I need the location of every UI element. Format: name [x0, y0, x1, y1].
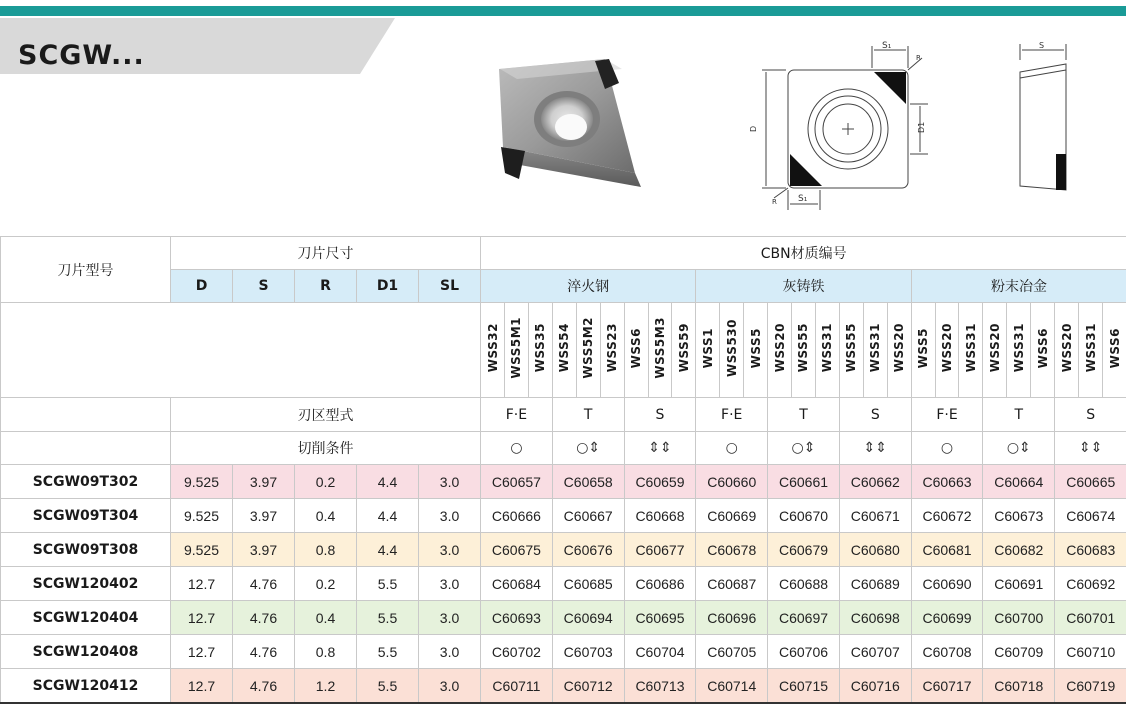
grade-cell [696, 303, 720, 398]
dim-value: 0.2 [295, 465, 357, 499]
condition-symbol: ⇕⇕ [1055, 432, 1126, 465]
header-row-1 [1, 237, 1126, 270]
order-code: C60657 [481, 465, 553, 499]
d-label: D [749, 125, 758, 132]
order-code: C60689 [839, 567, 911, 601]
table-row [1, 635, 1126, 669]
condition-symbol: ○ [481, 432, 553, 465]
order-code: C60690 [911, 567, 983, 601]
dim-value: 4.76 [233, 669, 295, 703]
table-row [1, 601, 1126, 635]
table-bottom-rule [0, 702, 1126, 704]
order-code: C60693 [481, 601, 553, 635]
order-code: C60662 [839, 465, 911, 499]
table-row [1, 567, 1126, 601]
grade-label: WSS5M2 [581, 317, 596, 379]
edge-type: T [768, 398, 840, 432]
condition-symbol: ○⇕ [768, 432, 840, 465]
dim-value: 3.97 [233, 499, 295, 533]
grade-label: WSS31 [820, 323, 835, 373]
top-accent-bar [0, 6, 1126, 16]
order-code: C60668 [624, 499, 696, 533]
condition-symbol: ⇕⇕ [839, 432, 911, 465]
grade-cell [1103, 303, 1126, 398]
dim-value: 4.76 [233, 601, 295, 635]
dim-value: 3.97 [233, 465, 295, 499]
grade-cell [983, 303, 1007, 398]
order-code: C60710 [1055, 635, 1126, 669]
order-code: C60709 [983, 635, 1055, 669]
dim-value: 3.97 [233, 533, 295, 567]
grade-label: WSS6 [629, 327, 644, 369]
order-code: C60676 [552, 533, 624, 567]
cond-label: 切削条件 [171, 432, 481, 465]
dim-value: 3.0 [419, 635, 481, 669]
order-code: C60711 [481, 669, 553, 703]
order-code: C60702 [481, 635, 553, 669]
order-code: C60705 [696, 635, 768, 669]
grade-cell [481, 303, 505, 398]
order-code: C60688 [768, 567, 840, 601]
grade-label: WSS32 [485, 323, 500, 373]
order-code: C60666 [481, 499, 553, 533]
order-code: C60692 [1055, 567, 1126, 601]
order-code: C60684 [481, 567, 553, 601]
order-code: C60664 [983, 465, 1055, 499]
model-cell: SCGW09T302 [1, 465, 171, 499]
grade-cell [1079, 303, 1103, 398]
order-code: C60670 [768, 499, 840, 533]
s1-top-label: S₁ [882, 41, 892, 51]
edge-type: T [552, 398, 624, 432]
order-code: C60697 [768, 601, 840, 635]
dim-value: 3.0 [419, 465, 481, 499]
grade-label: WSS5 [748, 327, 763, 369]
r-label-top: R [916, 54, 921, 62]
order-code: C60719 [1055, 669, 1126, 703]
dim-value: 0.4 [295, 601, 357, 635]
dim-value: 5.5 [357, 567, 419, 601]
grade-cell [887, 303, 911, 398]
grade-label: WSS35 [533, 323, 548, 373]
dim-value: 4.76 [233, 635, 295, 669]
grade-label: WSS6 [1035, 327, 1050, 369]
edge-label: 刃区型式 [171, 398, 481, 432]
grade-cell [815, 303, 839, 398]
model-header: 刀片型号 [1, 237, 171, 303]
dim-value: 1.2 [295, 669, 357, 703]
table-row [1, 465, 1126, 499]
order-code: C60716 [839, 669, 911, 703]
grade-cell [504, 303, 528, 398]
order-code: C60699 [911, 601, 983, 635]
order-code: C60701 [1055, 601, 1126, 635]
dim-value: 4.4 [357, 465, 419, 499]
grade-cell [863, 303, 887, 398]
order-code: C60714 [696, 669, 768, 703]
dim-value: 3.0 [419, 567, 481, 601]
model-cell: SCGW120404 [1, 601, 171, 635]
edge-type: S [1055, 398, 1126, 432]
grade-label: WSS20 [772, 323, 787, 373]
order-code: C60712 [552, 669, 624, 703]
dim-value: 4.76 [233, 567, 295, 601]
dim-value: 4.4 [357, 499, 419, 533]
order-code: C60658 [552, 465, 624, 499]
order-code: C60661 [768, 465, 840, 499]
order-code: C60673 [983, 499, 1055, 533]
model-cell: SCGW120402 [1, 567, 171, 601]
grade-label: WSS31 [868, 323, 883, 373]
grade-label: WSS1 [700, 327, 715, 369]
dim-value: 12.7 [171, 601, 233, 635]
table-row [1, 533, 1126, 567]
dim-value: 0.2 [295, 567, 357, 601]
order-code: C60683 [1055, 533, 1126, 567]
cond-spacer [1, 432, 171, 465]
grade-cell [600, 303, 624, 398]
cbn-header: CBN材质编号 [481, 237, 1126, 270]
grade-cell [1007, 303, 1031, 398]
dim-value: 9.525 [171, 533, 233, 567]
grade-cell [959, 303, 983, 398]
grade-label: WSS20 [1059, 323, 1074, 373]
model-cell: SCGW120408 [1, 635, 171, 669]
s-label: S [1039, 41, 1045, 50]
order-code: C60675 [481, 533, 553, 567]
grade-label: WSS31 [1083, 323, 1098, 373]
dim-header-2: R [295, 270, 357, 303]
table-row [1, 499, 1126, 533]
grade-cell [648, 303, 672, 398]
edge-type: F·E [911, 398, 983, 432]
dim-value: 9.525 [171, 499, 233, 533]
edge-spacer [1, 398, 171, 432]
dim-header-1: S [233, 270, 295, 303]
grade-cell [720, 303, 744, 398]
condition-symbol: ○⇕ [552, 432, 624, 465]
insert-side-view-drawing [1010, 38, 1080, 198]
order-code: C60717 [911, 669, 983, 703]
grade-label: WSS55 [796, 323, 811, 373]
condition-symbol: ⇕⇕ [624, 432, 696, 465]
order-code: C60665 [1055, 465, 1126, 499]
condition-symbol: ○ [696, 432, 768, 465]
grade-cell [935, 303, 959, 398]
order-code: C60718 [983, 669, 1055, 703]
order-code: C60672 [911, 499, 983, 533]
order-code: C60685 [552, 567, 624, 601]
order-code: C60681 [911, 533, 983, 567]
grade-cell [839, 303, 863, 398]
grade-cell [792, 303, 816, 398]
condition-symbol: ○⇕ [983, 432, 1055, 465]
dim-value: 9.525 [171, 465, 233, 499]
grade-label: WSS5 [916, 327, 931, 369]
dim-value: 3.0 [419, 499, 481, 533]
grade-cell [552, 303, 576, 398]
grade-label: WSS23 [605, 323, 620, 373]
grade-cell [911, 303, 935, 398]
dim-value: 12.7 [171, 567, 233, 601]
title-band [0, 18, 395, 74]
order-code: C60703 [552, 635, 624, 669]
order-code: C60660 [696, 465, 768, 499]
grade-cell [768, 303, 792, 398]
grade-label: WSS6 [1107, 327, 1122, 369]
dim-value: 5.5 [357, 601, 419, 635]
order-code: C60695 [624, 601, 696, 635]
grade-label: WSS20 [987, 323, 1002, 373]
size-header: 刀片尺寸 [171, 237, 481, 270]
edge-type: S [624, 398, 696, 432]
dim-header-4: SL [419, 270, 481, 303]
grade-cell [1031, 303, 1055, 398]
order-code: C60715 [768, 669, 840, 703]
order-code: C60686 [624, 567, 696, 601]
order-code: C60704 [624, 635, 696, 669]
grade-cell [744, 303, 768, 398]
grade-label: WSS55 [844, 323, 859, 373]
grade-cell [624, 303, 648, 398]
dim-header-3: D1 [357, 270, 419, 303]
order-code: C60698 [839, 601, 911, 635]
order-code: C60669 [696, 499, 768, 533]
grade-label: WSS31 [963, 323, 978, 373]
dim-value: 4.4 [357, 533, 419, 567]
grade-row [1, 303, 1126, 398]
grade-label: WSS530 [724, 318, 739, 378]
edge-type: T [983, 398, 1055, 432]
dim-value: 5.5 [357, 669, 419, 703]
group-header-1: 灰铸铁 [696, 270, 911, 303]
order-code: C60713 [624, 669, 696, 703]
order-code: C60706 [768, 635, 840, 669]
group-header-2: 粉末冶金 [911, 270, 1126, 303]
order-code: C60700 [983, 601, 1055, 635]
grade-cell [528, 303, 552, 398]
order-code: C60677 [624, 533, 696, 567]
grade-cell [576, 303, 600, 398]
dim-value: 5.5 [357, 635, 419, 669]
edge-row [1, 398, 1126, 432]
dim-value: 12.7 [171, 669, 233, 703]
dim-value: 3.0 [419, 669, 481, 703]
insert-top-view-drawing [748, 32, 948, 212]
order-code: C60674 [1055, 499, 1126, 533]
d1-label: D1 [917, 121, 926, 133]
grade-cell [672, 303, 696, 398]
order-code: C60707 [839, 635, 911, 669]
order-code: C60687 [696, 567, 768, 601]
dim-value: 0.4 [295, 499, 357, 533]
edge-type: S [839, 398, 911, 432]
dim-header-0: D [171, 270, 233, 303]
grade-label: WSS54 [557, 323, 572, 373]
grade-label: WSS59 [676, 323, 691, 373]
page-title: SCGW... [18, 40, 145, 71]
grade-label: WSS31 [1011, 323, 1026, 373]
order-code: C60678 [696, 533, 768, 567]
grade-cell [1055, 303, 1079, 398]
table-row [1, 669, 1126, 703]
condition-symbol: ○ [911, 432, 983, 465]
order-code: C60659 [624, 465, 696, 499]
dim-value: 3.0 [419, 533, 481, 567]
grade-spacer [1, 303, 481, 398]
model-cell: SCGW09T304 [1, 499, 171, 533]
order-code: C60691 [983, 567, 1055, 601]
dim-value: 12.7 [171, 635, 233, 669]
s1-bottom-label: S₁ [798, 194, 808, 204]
order-code: C60663 [911, 465, 983, 499]
order-code: C60679 [768, 533, 840, 567]
model-cell: SCGW09T308 [1, 533, 171, 567]
spec-table [0, 236, 1126, 703]
group-header-0: 淬火钢 [481, 270, 696, 303]
order-code: C60667 [552, 499, 624, 533]
dim-value: 0.8 [295, 635, 357, 669]
dim-value: 3.0 [419, 601, 481, 635]
order-code: C60682 [983, 533, 1055, 567]
order-code: C60696 [696, 601, 768, 635]
condition-row [1, 432, 1126, 465]
order-code: C60708 [911, 635, 983, 669]
grade-label: WSS20 [940, 323, 955, 373]
insert-photo [495, 55, 655, 195]
grade-label: WSS5M1 [509, 317, 524, 379]
r-label-bottom: R [772, 198, 777, 206]
dim-value: 0.8 [295, 533, 357, 567]
edge-type: F·E [696, 398, 768, 432]
grade-label: WSS20 [892, 323, 907, 373]
order-code: C60680 [839, 533, 911, 567]
order-code: C60694 [552, 601, 624, 635]
grade-label: WSS5M3 [652, 317, 667, 379]
order-code: C60671 [839, 499, 911, 533]
model-cell: SCGW120412 [1, 669, 171, 703]
edge-type: F·E [481, 398, 553, 432]
